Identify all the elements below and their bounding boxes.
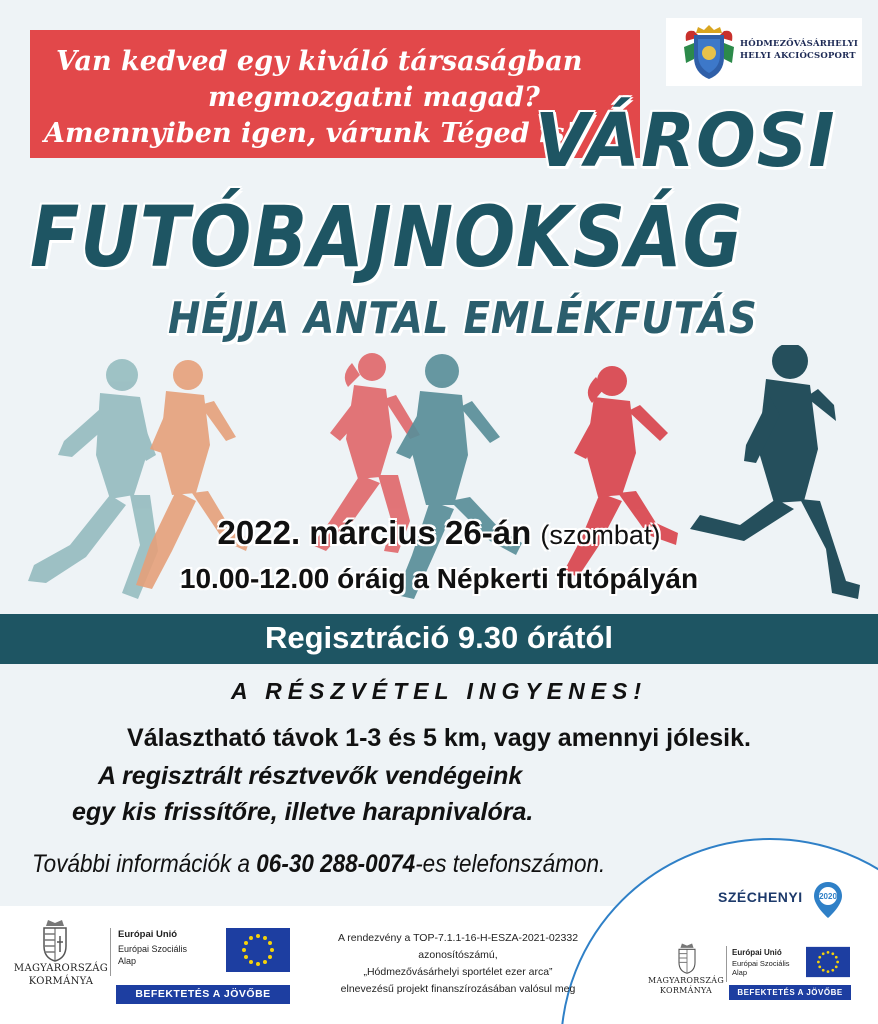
registration-text: Regisztráció 9.30 órától [264, 620, 613, 655]
intro-line-1: Van kedved egy kiváló társaságban [56, 46, 583, 77]
contact-phone[interactable]: 06-30 288-0074 [256, 850, 416, 878]
hungary-crest-icon [40, 918, 70, 962]
organizer-logo [666, 18, 862, 86]
title-line-1: VÁROSI [535, 98, 836, 184]
hungary-crest-small-icon [676, 942, 698, 974]
government-small-line-2: KORMÁNYA [659, 986, 713, 995]
eu-flag-small-icon [806, 946, 850, 978]
title-subtitle: HÉJJA ANTAL EMLÉKFUTÁS [168, 293, 758, 344]
guests-line-2: egy kis frissítőre, illetve harapnivalóra. [72, 798, 534, 826]
szechenyi-pin-icon [812, 880, 844, 920]
runner-silhouette-2 [136, 360, 250, 589]
project-line-1: A rendezvény a TOP-7.1.1-16-H-ESZA-2021-02332 [337, 932, 579, 944]
government-line-1: MAGYARORSZÁG [13, 963, 109, 974]
eu-sub-small-2: Alap [732, 968, 748, 977]
invest-banner: BEFEKTETÉS A JÖVŐBE [116, 985, 290, 1004]
title-line-2: FUTÓBAJNOKSÁG [30, 188, 743, 286]
government-line-2: KORMÁNYA [28, 976, 94, 987]
eu-sub-2: Alap [118, 956, 137, 966]
government-small-line-1: MAGYARORSZÁG [647, 976, 725, 985]
intro-line-2: megmozgatni magad? [208, 82, 540, 113]
organizer-name-line-2: HELYI AKCIÓCSOPORT [740, 51, 856, 61]
divider [110, 928, 111, 976]
runner-silhouette-6 [690, 345, 860, 599]
event-time-place: 10.00-12.00 óráig a Népkerti futópályán [179, 563, 699, 594]
event-date [0, 514, 878, 552]
szechenyi-label: SZÉCHENYI [718, 889, 803, 905]
event-date-text: 2022. március 26-án [217, 514, 532, 551]
contact-info [32, 850, 605, 879]
project-line-4: elnevezésű projekt finanszírozásában valósul meg [340, 983, 576, 995]
government-name-small [644, 976, 728, 996]
contact-info-prefix: További információk a [32, 850, 257, 878]
contact-info-suffix: -es telefonszámon. [415, 850, 606, 878]
event-day: (szombat) [540, 520, 661, 550]
intro-line-3: Amennyiben igen, várunk Téged is! [44, 118, 577, 149]
szechenyi-year: 2020 [819, 892, 837, 901]
organizer-name-line-1: HÓDMEZŐVÁSÁRHELYI [740, 39, 859, 49]
eu-sub-1: Európai Szociális [118, 944, 188, 954]
guests-line-1: A regisztrált résztvevők vendégeink [98, 762, 523, 790]
eu-title: Európai Unió [118, 929, 178, 940]
invest-banner-small: BEFEKTETÉS A JÖVŐBE [729, 985, 851, 1000]
divider-small [726, 946, 727, 982]
distances-text: Választható távok 1-3 és 5 km, vagy amennyi jólesik. [127, 724, 751, 752]
project-line-2: azonosítószámú, [418, 949, 498, 961]
coat-of-arms-icon [680, 23, 738, 81]
eu-sub-small-1: Európai Szociális [732, 959, 790, 968]
government-name [6, 962, 116, 988]
project-text [320, 930, 596, 998]
eu-flag-icon [226, 928, 290, 972]
registration-band [0, 614, 878, 664]
eu-title-small: Európai Unió [732, 948, 782, 957]
project-line-3: „Hódmezővásárhelyi sportélet ezer arca” [363, 966, 553, 978]
free-participation: A RÉSZVÉTEL INGYENES! [230, 678, 648, 704]
